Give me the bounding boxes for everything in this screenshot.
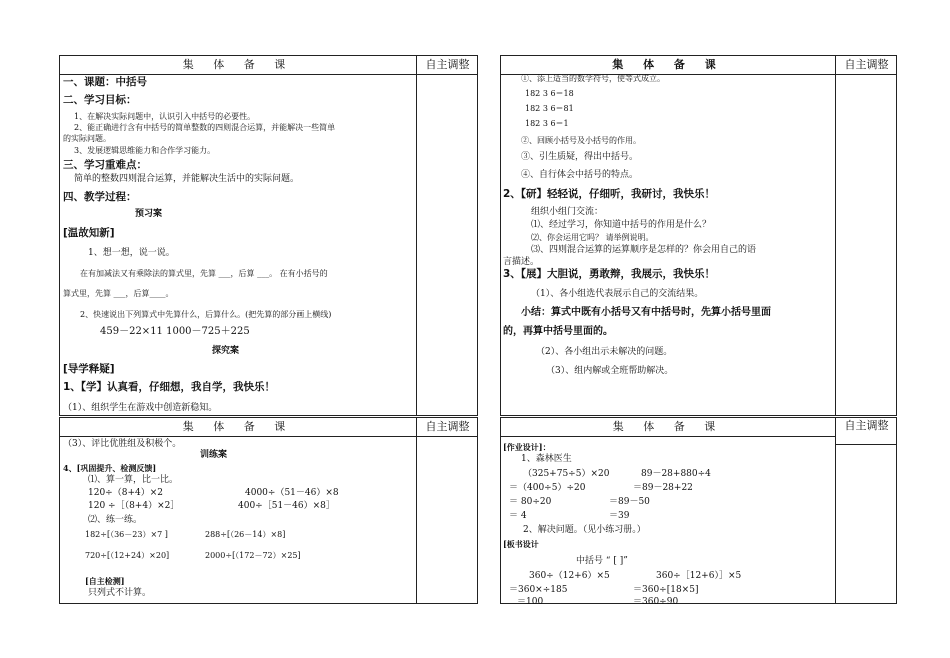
summary-line: 小结：算式中既有小括号又有中括号时，先算小括号里面 [521, 307, 771, 318]
summary-line: 的，再算中括号里面的。 [503, 326, 613, 337]
equation-line: 182 3 6＝18 [525, 89, 574, 98]
board-title: 中括号 “ [ ]” [576, 556, 628, 566]
side-column [835, 445, 898, 603]
formula-line: 288÷[（26－14）×8] [205, 530, 286, 539]
text-line: 1、在解决实际问题中，认识引入中括号的必要性。 [74, 112, 256, 121]
text-line: （3）、评比优胜组及积极个。 [63, 439, 182, 449]
text-line: ⑶、四则混合运算的运算顺序是怎样的？你会用自己的语 [531, 245, 757, 255]
text-line: ②、回顾小括号及小括号的作用。 [521, 136, 641, 145]
formula-line: 89－28+880÷4 [641, 469, 711, 479]
panel-header-title: 集 体 备 课 [60, 418, 416, 437]
formula-line: 2000÷[（172－72）×25] [205, 551, 301, 560]
panel-header-title: 集 体 备 课 [60, 56, 416, 75]
side-column-title: 自主调整 [416, 56, 478, 75]
side-column [416, 75, 479, 415]
formula-line: 400÷［51－46）×8］ [238, 501, 335, 511]
text-line: （2）、各小组出示未解决的问题。 [536, 347, 673, 357]
subsection-heading: [导学释疑] [63, 363, 115, 375]
formula-line: ＝（400÷5）÷20 [509, 483, 586, 493]
panel-top-right [500, 55, 897, 416]
formula-line: 360÷（12+6）×5 [529, 571, 610, 581]
text-line: ④、自行体会中括号的特点。 [521, 170, 639, 180]
subsection-title: 训练案 [200, 450, 228, 460]
formula-line: ＝ 80÷20 [509, 497, 552, 507]
subsection-heading: [板书设计 [503, 539, 539, 549]
section-heading: 三、学习重难点： [63, 159, 147, 171]
section-heading: 二、学习目标： [63, 94, 137, 106]
text-line: ⑴、经过学习，你知道中括号的作用是什么？ [531, 220, 712, 230]
lesson-topic: 一、课题：中括号 [63, 76, 147, 88]
formula-line: ＝360÷[18×5] [633, 585, 699, 595]
text-line: 只列式不计算。 [88, 588, 152, 598]
side-column-title: 自主调整 [416, 418, 478, 437]
text-line: 简单的整数四则混合运算，并能解决生活中的实际问题。 [74, 174, 300, 184]
text-line: 2、能正确进行含有中括号的简单整数的四则混合运算，并能解决一些简单 [74, 123, 336, 132]
equation-line: 182 3 6＝1 [525, 119, 569, 128]
side-column-title-text: 自主调整 [844, 419, 889, 432]
text-line: ③、引生质疑，得出中括号。 [521, 152, 639, 162]
formula-line: ＝360÷90 [633, 597, 679, 607]
formula-line: ＝89－28+22 [633, 483, 693, 493]
side-column-title [835, 418, 897, 445]
subsection-title: 探究案 [212, 346, 240, 356]
side-column [835, 75, 898, 415]
formula-line: 360÷［12+6）］×5 [656, 571, 742, 581]
subsection-heading: [温故知新] [63, 227, 115, 239]
side-column [416, 437, 479, 603]
text-line: 2、快速说出下列算式中先算什么，后算什么。(把先算的部分画上横线) [80, 310, 332, 319]
text-line: 2、解决问题。（见小练习册。） [523, 525, 646, 535]
formula-line: ＝39 [609, 511, 630, 521]
formula-line: ＝100 [517, 597, 544, 607]
step-heading: 3、【展】大胆说，勇敢辩，我展示，我快乐！ [503, 268, 716, 280]
formula-line: ＝89－50 [609, 497, 650, 507]
text-line: 的实际问题。 [63, 134, 111, 143]
text-line: （3）、组内解或全班帮助解决。 [546, 366, 674, 376]
text-line: ⑵、练一练。 [88, 515, 143, 525]
step-heading: 1、【学】认真看，仔细想，我自学，我快乐！ [63, 381, 276, 393]
center-divider [478, 55, 500, 416]
formula-line: 120 ÷［（8+4）×2］ [88, 501, 180, 511]
panel-header-title: 集 体 备 课 [501, 56, 835, 75]
equation-line: 182 3 6＝81 [525, 104, 574, 113]
text-line: 言描述。 [503, 257, 540, 267]
text-line: 在有加减法又有乘除法的算式里，先算 ___，后算 ___。 在有小括号的 [80, 269, 328, 278]
panel-bottom-left [59, 417, 478, 604]
section-heading: 四、教学过程： [63, 191, 137, 203]
text-line: 1、想一想，说一说。 [88, 248, 175, 258]
subsection-title: 预习案 [135, 209, 163, 219]
text-line: ⑵、你会运用它吗？ 请举例说明。 [531, 233, 654, 242]
subsection-heading: [自主检测] [85, 576, 125, 586]
text-line: 3、发展逻辑思维能力和合作学习能力。 [74, 146, 216, 155]
panel-header-title: 集 体 备 课 [501, 418, 835, 437]
formula-line: 459－22×11 1000－725＋225 [100, 326, 250, 337]
formula-line: 4000÷（51－46）×8 [245, 488, 339, 498]
formula-line: ＝360×÷185 [509, 585, 568, 595]
text-line: （1）、各小组选代表展示自己的交流结果。 [531, 289, 704, 299]
formula-line: 182÷[（36－23）×7 ] [85, 530, 168, 539]
panel-bottom-right [500, 417, 897, 607]
formula-line: 120÷（8+4）×2 [88, 488, 163, 498]
formula-line: 720÷[（12+24）×20] [85, 551, 170, 560]
text-line: ⑴、算一算，比一比。 [88, 475, 179, 485]
text-line: 组织小组门交流： [531, 207, 604, 217]
subsection-heading: [作业设计]： [503, 442, 551, 452]
text-line: 算式里，先算 ___，后算____。 [63, 289, 174, 298]
side-column-title: 自主调整 [835, 56, 897, 75]
text-line: （1）、组织学生在游戏中创造新稳知。 [63, 403, 218, 413]
formula-line: ＝ 4 [509, 511, 527, 521]
subsection-heading: 4、[巩固提升、检测反馈] [63, 463, 157, 473]
panel-top-left [59, 55, 478, 416]
formula-line: （325+75÷5）×20 [523, 469, 610, 479]
step-heading: 2、【研】轻轻说，仔细听，我研讨，我快乐！ [503, 188, 716, 200]
text-line: ①、添上适当的数学符号，使等式成立。 [521, 74, 665, 83]
text-line: 1、森林医生 [521, 454, 572, 464]
